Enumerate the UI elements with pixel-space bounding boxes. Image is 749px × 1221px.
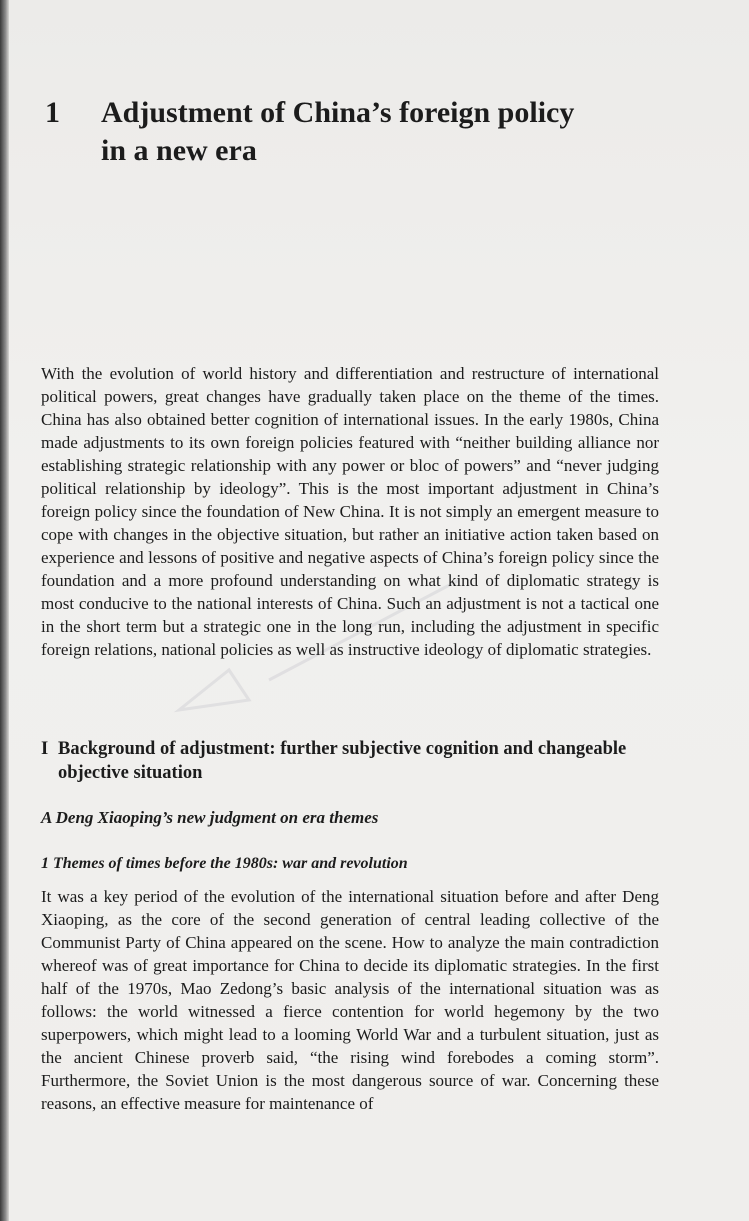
body-paragraph: It was a key period of the evolution of the international situation before and after Deng Xiaoping, as the core of the second generation of central leading collective of the Communist Party of China appeared on the scene. How to analyze the main contradiction whereof was of great importance for China to decide its diplomatic strategies. In the first half of the 1970s, Mao Zedong’s basic analysis of the international situation was as follows: the world witnessed a fierce contention for world hegemony by the two superpowers, which might lead to a looming World War and a turbulent situation, just as the ancient Chinese proverb said, “the rising wind forebodes a coming storm”. Furthermore, the Soviet Union is the most dangerous source of war. Concerning these reasons, an effective measure for maintenance of xyxy=(41,887,659,1113)
subsubsection-heading: 1 Themes of times before the 1980s: war and revolution xyxy=(41,855,408,872)
section-heading xyxy=(41,737,651,785)
chapter-title: Adjustment of China’s foreign policy in a new era xyxy=(101,96,575,167)
body-block xyxy=(41,885,659,1115)
subsection-heading: A Deng Xiaoping’s new judgment on era themes xyxy=(41,808,379,827)
intro-paragraph: With the evolution of world history and differentiation and restructure of international political powers, great changes have gradually taken place on the theme of the times. China has also obtained better cognition of international issues. In the early 1980s, China made adjustments to its own foreign policies featured with “neither building alliance nor establishing strategic relationship with any power or bloc of powers” and “never judging political relationship by ideology”. This is the most important adjustment in China’s foreign policy since the foundation of New China. It is not simply an emergent measure to cope with changes in the objective situation, but rather an initiative action taken based on experience and lessons of positive and negative aspects of China’s foreign policy since the foundation and a more profound understanding on what kind of diplomatic strategy is most conducive to the national interests of China. Such an adjustment is not a tactical one in the short term but a strategic one in the long run, including the adjustment in specific foreign relations, national policies as well as instructive ideology of diplomatic strategies. xyxy=(41,364,659,659)
section-title: Background of adjustment: further subjective cognition and changeable objective situation xyxy=(58,739,627,783)
section-number: I xyxy=(41,739,49,759)
chapter-number: 1 xyxy=(45,96,60,129)
intro-block xyxy=(41,362,659,661)
chapter-heading xyxy=(45,94,605,170)
page-gutter-shadow xyxy=(0,0,9,1221)
book-page xyxy=(9,0,749,1221)
